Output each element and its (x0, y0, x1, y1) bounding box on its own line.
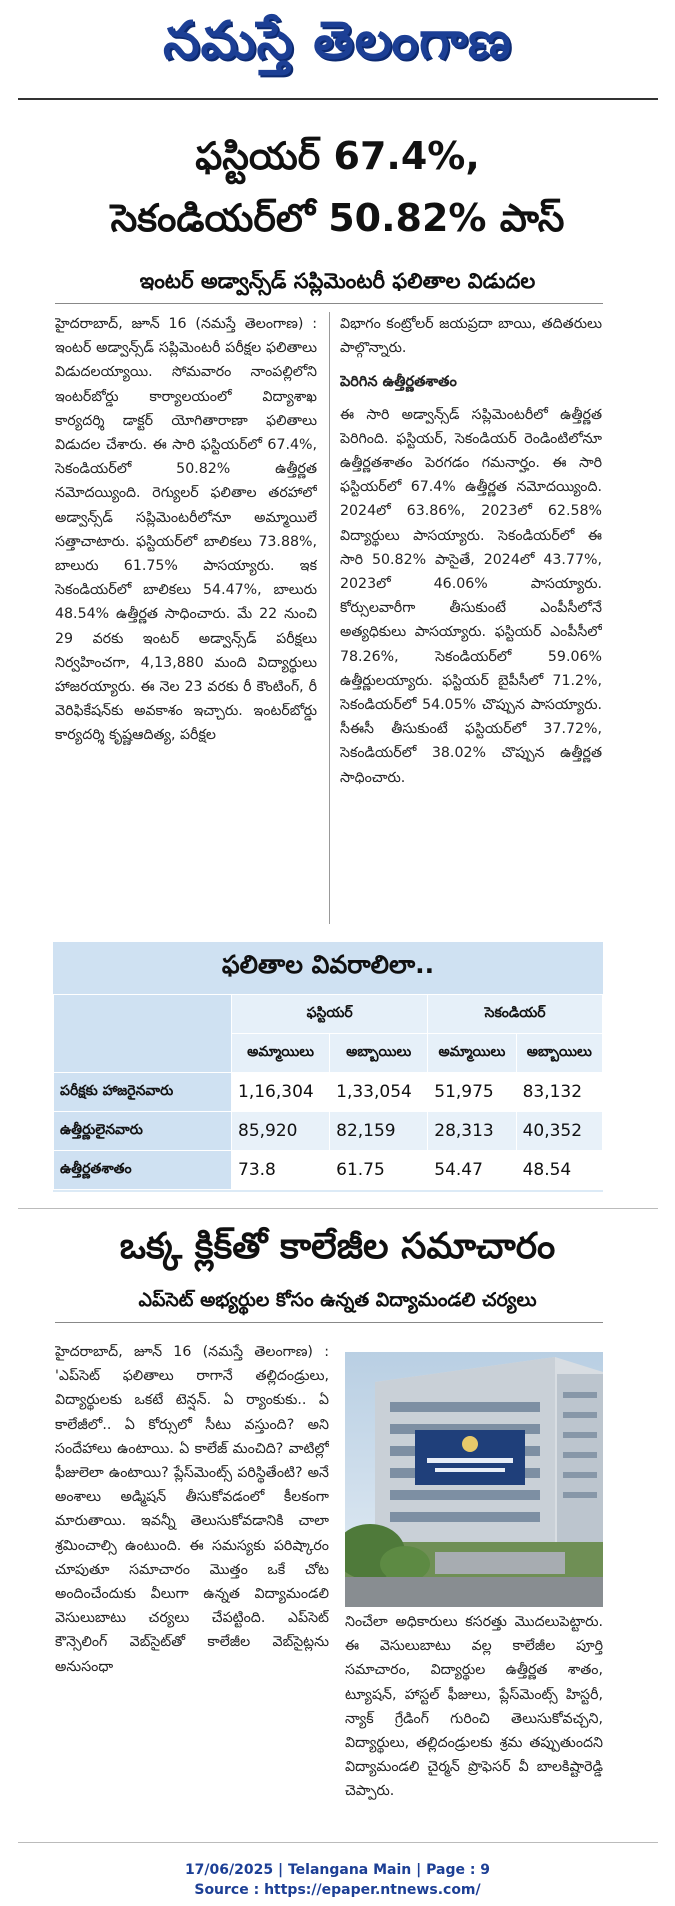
building-photo (345, 1352, 603, 1607)
footer-date-page: 17/06/2025 | Telangana Main | Page : 9 (184, 1862, 491, 1878)
table-cell: 73.8 (232, 1151, 330, 1190)
newspaper-logo: నమస్తే తెలంగాణ (163, 11, 512, 71)
header-first-year: ఫస్టియర్ (232, 995, 428, 1034)
table-cell: 1,33,054 (330, 1073, 428, 1112)
article1-column-2 (340, 312, 602, 912)
row-label: ఉత్తీర్ణతశాతం (54, 1151, 232, 1190)
article1-col2-subhead: పెరిగిన ఉత్తీర్ణతశాతం (340, 374, 457, 391)
table-cell: 54.47 (428, 1151, 516, 1190)
article2-column-1 (55, 1340, 329, 1820)
table-row (54, 1112, 603, 1151)
divider (18, 1208, 658, 1209)
table-row (54, 1151, 603, 1190)
article2-subheadline: ఎప్‌సెట్ అభ్యర్థుల కోసం ఉన్నత విద్యామండలి చర్యలు (138, 1289, 537, 1311)
header-girls: అమ్మాయిలు (428, 1034, 516, 1073)
article1-col2-body: ఈ సారి అడ్వాన్స్‌డ్ సప్లిమెంటరీలో ఉత్తీర్ణత పెరిగింది. ఫస్టియర్, సెకండియర్ రెండింటిలోనూ ఉత్తీర్ణతశాతం పెరగడం గమనార్హం. ఈ సారి ఫస్టియర్‌లో 67.4% ఉత్తీర్ణత నమోదయ్యింది. 2024లో 63.86%, 2023లో 62.58% విద్యార్థులు పాసయ్యారు. సెకండియర్‌లో ఈ సారి 50.82% పాసైతే, 2024లో 43.77%, 2023లో 46.06% పాసయ్యారు. కోర్సులవారీగా తీసుకుంటే ఎంపీసీలోనే అత్యధికులు పాసయ్యారు. ఫస్టియర్ ఎంపీసీలో 78.26%, సెకండియర్‌లో 59.06% ఉత్తీర్ణులయ్యారు. ఫస్టియర్ బైపీసీలో 71.2%, సెకండియర్‌లో 54.05% చొప్పున పాసయ్యారు. సీఈసీ తీసుకుంటే ఫస్టియర్‌లో 37.72%, సెకండియర్‌లో 38.02% చొప్పున ఉత్తీర్ణత సాధించారు. (340, 406, 602, 786)
article2-col2-text: నించేలా అధికారులు కసరత్తు మొదలుపెట్టారు. ఈ వెసులుబాటు వల్ల కాలేజీల పూర్తి సమాచారం, విద్యార్థుల ఉత్తీర్ణత శాతం, ట్యూషన్, హాస్టల్ ఫీజులు, ప్లేస్‌మెంట్స్ హిస్టరీ, న్యాక్ గ్రేడింగ్ గురించి తెలుసుకోవచ్చని, విద్యార్థులు, తల్లిదండ్రులకు శ్రమ తప్పుతుందని విద్యామండలి చైర్మన్ ప్రొఫెసర్ వీ బాలకిష్టారెడ్డి చెప్పారు. (345, 1614, 603, 1800)
divider (18, 1842, 658, 1843)
article2-col1-text: హైదరాబాద్, జూన్ 16 (నమస్తే తెలంగాణ) : 'ఎప్‌సెట్ ఫలితాలు రాగానే తల్లిదండ్రులు, విద్యార్థులకు ఒకటే టెన్షన్. ఏ ర్యాంకుకు.. ఏ కాలేజీలో.. ఏ కోర్సులో సీటు వస్తుంది? అని సందేహాలు ఉంటాయి. ఏ కాలేజ్ మంచిది? వాటిల్లో ఫీజులెలా ఉంటాయి? ప్లేస్‌మెంట్స్ పరిస్థితేంటి? అనే అంశాలు అడ్మిషన్ తీసుకోవడంలో కీలకంగా మారుతాయి. ఇవన్నీ తెలుసుకోవడానికి చాలా శ్రమించాల్సి ఉంటుంది. ఈ సమస్యకు పరిష్కారం చూపుతూ సమాచారం మొత్తం ఒకే చోట అందించేందుకు వీలుగా ఉన్నత విద్యామండలి వెసులుబాటు చర్యలు చేపట్టింది. ఎప్‌సెట్ కౌన్సెలింగ్ వెబ్‌సైట్‌తో కాలేజీల వెబ్‌సైట్లను అనుసంధా (55, 1344, 329, 1675)
row-label: పరీక్షకు హాజరైనవారు (54, 1073, 232, 1112)
building-photo-illustration (345, 1352, 603, 1607)
column-divider (329, 312, 330, 924)
article1-col2-intro: విభాగం కంట్రోలర్ జయప్రదా బాయి, తదితరులు పాల్గొన్నారు. (340, 316, 602, 357)
article2-column-2 (345, 1610, 603, 1830)
article1-headline-line1: ఫస్టియర్ 67.4%, (195, 134, 480, 178)
table-cell: 40,352 (516, 1112, 602, 1151)
table-cell: 48.54 (516, 1151, 602, 1190)
footer-source-link[interactable]: Source : https://epaper.ntnews.com/ (194, 1882, 481, 1898)
article1-headline-line2: సెకండియర్‌లో 50.82% పాస్ (110, 196, 565, 240)
table-cell: 82,159 (330, 1112, 428, 1151)
row-label: ఉత్తీర్ణులైనవారు (54, 1112, 232, 1151)
article1-col1-text: హైదరాబాద్, జూన్ 16 (నమస్తే తెలంగాణ) : ఇంటర్ అడ్వాన్స్‌డ్ సప్లిమెంటరీ పరీక్షల ఫలితాలు విడుదలయ్యాయి. సోమవారం నాంపల్లిలోని ఇంటర్‌బోర్డు కార్యాలయంలో విద్యాశాఖ కార్యదర్శి డాక్టర్ యోగితారాణా ఫలితాలు విడుదల చేశారు. ఈ సారి ఫస్టియర్‌లో 67.4%, సెకండియర్‌లో 50.82% ఉత్తీర్ణత నమోదయ్యింది. రెగ్యులర్ ఫలితాల తరహాలో అడ్వాన్స్‌డ్ సప్లిమెంటరీలోనూ అమ్మాయిలే సత్తాచాటారు. ఫస్టియర్‌లో బాలికలు 73.88%, బాలురు 61.75% పాసయ్యారు. ఇక సెకండియర్‌లో బాలికలు 54.47%, బాలురు 48.54% ఉత్తీర్ణత సాధించారు. మే 22 నుంచి 29 వరకు ఇంటర్ అడ్వాన్స్‌డ్ పరీక్షలు నిర్వహించగా, 4,13,880 మంది విద్యార్థులు హాజరయ్యారు. ఈ నెల 23 వరకు రీ కౌంటింగ్, రీ వెరిఫికేషన్‌కు అవకాశం ఇచ్చారు. ఇంటర్‌బోర్డు కార్యదర్శి కృష్ణఆదిత్య, పరీక్షల (55, 316, 317, 744)
results-table (53, 994, 603, 1190)
table-row (54, 1073, 603, 1112)
footer (0, 1860, 675, 1900)
article2-headline: ఒక్క క్లిక్‌తో కాలేజీల సమాచారం (119, 1226, 556, 1267)
table-cell: 51,975 (428, 1073, 516, 1112)
header-boys: అబ్బాయిలు (516, 1034, 602, 1073)
masthead (0, 0, 675, 95)
article1-subheadline: ఇంటర్ అడ్వాన్స్‌డ్ సప్లిమెంటరీ ఫలితాల విడుదల (139, 269, 536, 293)
table-cell: 1,16,304 (232, 1073, 330, 1112)
table-cell: 61.75 (330, 1151, 428, 1190)
article1-column-1 (55, 312, 317, 912)
divider (55, 303, 603, 304)
table-cell: 83,132 (516, 1073, 602, 1112)
results-table-box (53, 942, 603, 1192)
header-second-year: సెకండియర్ (428, 995, 603, 1034)
table-cell: 85,920 (232, 1112, 330, 1151)
table-cell: 28,313 (428, 1112, 516, 1151)
table-corner (54, 995, 232, 1073)
results-table-title: ఫలితాల వివరాలిలా.. (53, 942, 603, 994)
header-boys: అబ్బాయిలు (330, 1034, 428, 1073)
header-girls: అమ్మాయిలు (232, 1034, 330, 1073)
masthead-rule (18, 98, 658, 100)
divider (55, 1322, 603, 1323)
